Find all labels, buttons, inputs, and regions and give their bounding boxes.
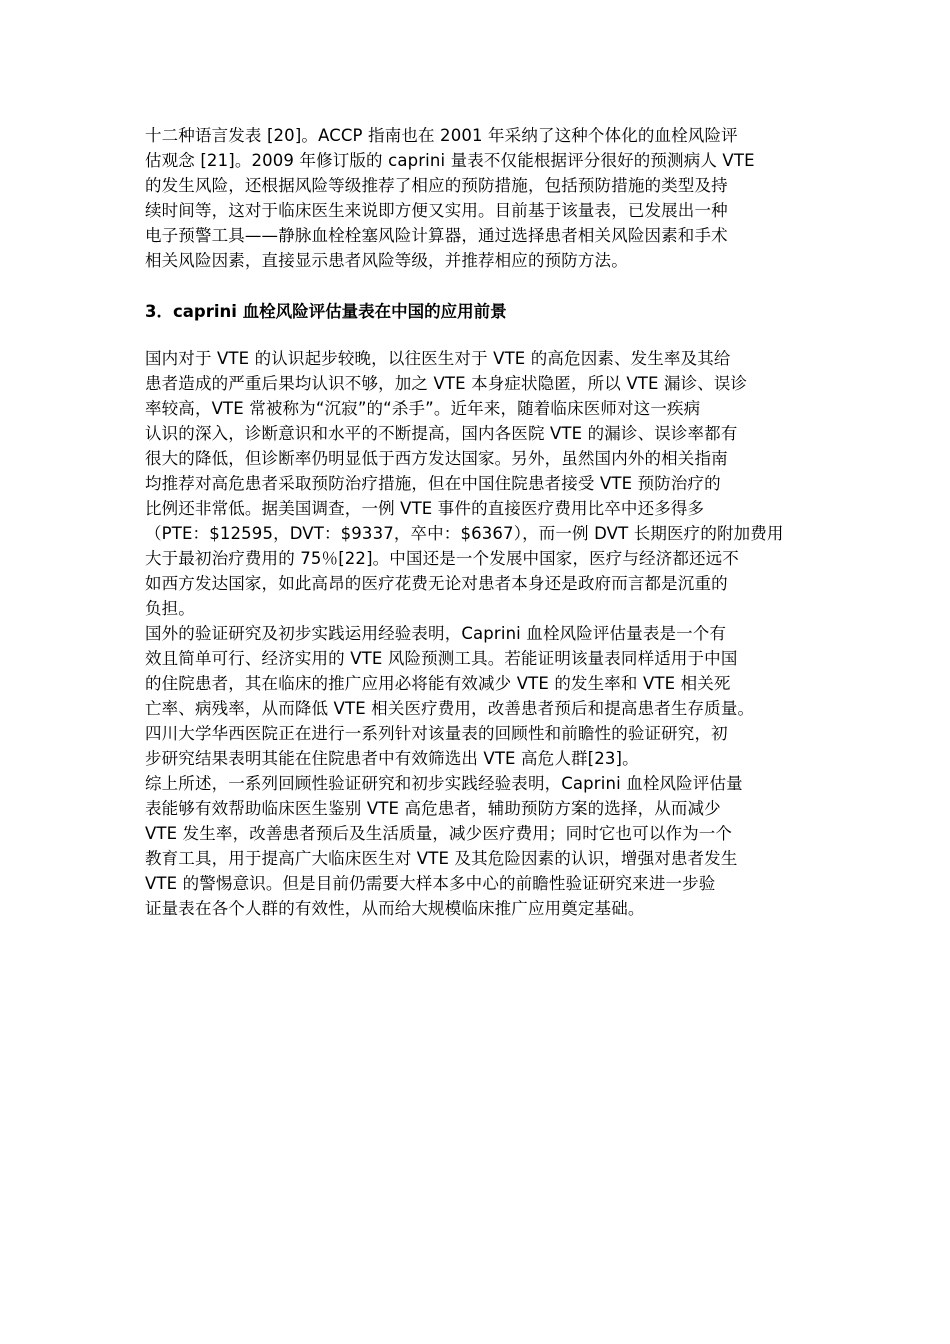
text-line: 比例还非常低。据美国调查，一例 VTE 事件的直接医疗费用比卒中还多得多 (145, 499, 705, 518)
text-line: 率较高，VTE 常被称为“沉寂”的“杀手”。近年来，随着临床医师对这一疾病 (145, 399, 701, 418)
text-line: 的住院患者，其在临床的推广应用必将能有效减少 VTE 的发生率和 VTE 相关死 (145, 674, 731, 693)
text-line: 大于最初治疗费用的 75％[22]。中国还是一个发展中国家，医疗与经济都还远不 (145, 549, 739, 568)
text-line: 很大的降低，但诊断率仍明显低于西方发达国家。另外，虽然国内外的相关指南 (145, 449, 728, 468)
text-line: 十二种语言发表 [20]。ACCP 指南也在 2001 年采纳了这种个体化的血栓风险评 (145, 126, 738, 145)
intro-paragraph (145, 123, 825, 273)
text-line: 综上所述，一系列回顾性验证研究和初步实践经验表明，Caprini 血栓风险评估量 (145, 774, 743, 793)
text-line: 亡率、病残率，从而降低 VTE 相关医疗费用，改善患者预后和提高患者生存质量。 (145, 699, 755, 718)
text-line: VTE 发生率，改善患者预后及生活质量，减少医疗费用；同时它也可以作为一个 (145, 824, 733, 843)
text-line: 患者造成的严重后果均认识不够，加之 VTE 本身症状隐匿，所以 VTE 漏诊、误诊 (145, 374, 748, 393)
text-line: 证量表在各个人群的有效性，从而给大规模临床推广应用奠定基础。 (145, 899, 645, 918)
text-line: 教育工具，用于提高广大临床医生对 VTE 及其危险因素的认识，增强对患者发生 (145, 849, 738, 868)
text-line: 电子预警工具——静脉血栓栓塞风险计算器，通过选择患者相关风险因素和手术 (145, 226, 728, 245)
text-line: 步研究结果表明其能在住院患者中有效筛选出 VTE 高危人群[23]。 (145, 749, 639, 768)
text-line: 负担。 (145, 599, 195, 618)
text-line: 四川大学华西医院正在进行一系列针对该量表的回顾性和前瞻性的验证研究，初 (145, 724, 728, 743)
text-line: 均推荐对高危患者采取预防治疗措施，但在中国住院患者接受 VTE 预防治疗的 (145, 474, 721, 493)
text-line: 表能够有效帮助临床医生鉴别 VTE 高危患者，辅助预防方案的选择，从而减少 (145, 799, 721, 818)
text-line: 相关风险因素，直接显示患者风险等级，并推荐相应的预防方法。 (145, 251, 628, 270)
text-line: 认识的深入，诊断意识和水平的不断提高，国内各医院 VTE 的漏诊、误诊率都有 (145, 424, 738, 443)
text-line: VTE 的警惕意识。但是目前仍需要大样本多中心的前瞻性验证研究来进一步验 (145, 874, 716, 893)
text-line: 续时间等，这对于临床医生来说即方便又实用。目前基于该量表，已发展出一种 (145, 201, 728, 220)
text-line: 国外的验证研究及初步实践运用经验表明，Caprini 血栓风险评估量表是一个有 (145, 624, 727, 643)
text-line: 的发生风险，还根据风险等级推荐了相应的预防措施，包括预防措施的类型及持 (145, 176, 728, 195)
text-line: 效且简单可行、经济实用的 VTE 风险预测工具。若能证明该量表同样适用于中国 (145, 649, 738, 668)
text-line: 估观念 [21]。2009 年修订版的 caprini 量表不仅能根据评分很好的预测病人 VTE (145, 151, 755, 170)
text-line: 国内对于 VTE 的认识起步较晚，以往医生对于 VTE 的高危因素、发生率及其给 (145, 349, 731, 368)
section-heading: 3．caprini 血栓风险评估量表在中国的应用前景 (145, 302, 507, 321)
text-line: 如西方发达国家，如此高昂的医疗花费无论对患者本身还是政府而言都是沉重的 (145, 574, 728, 593)
text-line: （PTE：$12595，DVT：$9337，卒中：$6367），而一例 DVT 长期医疗的附加费用 (145, 524, 784, 543)
body-paragraphs (145, 346, 825, 921)
